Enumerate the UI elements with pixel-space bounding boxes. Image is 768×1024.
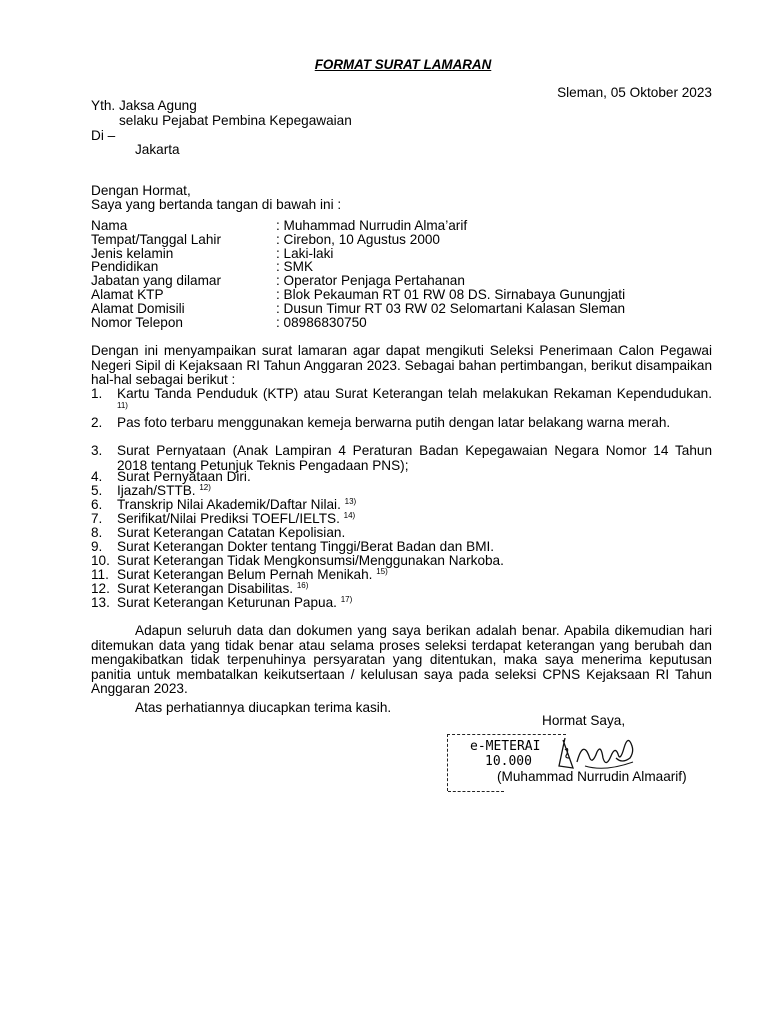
field-value: : Dusun Timur RT 03 RW 02 Selomartani Kalasan Sleman (276, 301, 626, 316)
paragraph-statement: Adapun seluruh data dan dokumen yang saya berikan adalah benar. Apabila dikemudian hari ditemukan data yang tidak benar atau selama proses seleksi terdapat keterangan yang berubah dan mengakibatkan tidak terpenuhinya persyaratan yang ditentukan, maka saya menerima keputusan panitia untuk membatalkan keikutsertaan / kelulusan saya pada seleksi CPNS Kejaksaan RI Tahun Anggaran 2023. (91, 623, 712, 696)
footnote-ref: 11) (117, 400, 128, 410)
field-label: Jabatan yang dilamar (91, 273, 221, 288)
recipient-line-1: Yth. Jaksa Agung (91, 98, 197, 113)
recipient-line-3: Di – (91, 128, 116, 143)
field-value: : 08986830750 (276, 315, 367, 330)
place-date: Sleman, 05 Oktober 2023 (557, 85, 712, 100)
field-label: Tempat/Tanggal Lahir (91, 232, 221, 247)
closing-line: Atas perhatiannya diucapkan terima kasih. (135, 700, 392, 715)
list-item: 11. Surat Keterangan Belum Pernah Menikah. $^{15)}$ (91, 567, 388, 582)
footnote-ref: 12) (199, 483, 211, 492)
field-value: : Cirebon, 10 Agustus 2000 (276, 232, 440, 247)
recipient-line-2: selaku Pejabat Pembina Kepegawaian (119, 113, 352, 128)
paragraph-intro: Dengan ini menyampaikan surat lamaran agar dapat mengikuti Seleksi Penerimaan Calon Pegawai Negeri Sipil di Kejaksaan RI Tahun Anggaran 2023. Sebagai bahan pertimbangan, berikut disampaikan hal-hal sebagai berikut : (91, 343, 712, 387)
list-item: 5. Ijazah/STTB. $^{12)}$ (91, 483, 211, 498)
field-label: Nomor Telepon (91, 315, 183, 330)
footnote-ref: 15) (376, 567, 388, 576)
footnote-ref: 14) (343, 511, 356, 520)
footnote-ref: 17) (340, 595, 353, 604)
list-item: 6. Transkrip Nilai Akademik/Daftar Nilai. $^{13)}$ (91, 497, 357, 512)
footnote-ref: 13) (344, 497, 357, 506)
list-item: 13. Surat Keterangan Keturunan Papua. $^{17)}$ (91, 595, 353, 610)
list-item: 7. Serifikat/Nilai Prediksi TOEFL/IELTS. $^{14)}$ (91, 511, 356, 526)
field-label: Pendidikan (91, 259, 159, 274)
list-item: 9. Surat Keterangan Dokter tentang Tinggi/Berat Badan dan BMI. (91, 539, 495, 554)
document-title: FORMAT SURAT LAMARAN (314, 57, 492, 72)
field-value: : Operator Penjaga Pertahanan (276, 273, 465, 288)
field-label: Alamat Domisili (91, 301, 185, 316)
intro-line: Saya yang bertanda tangan di bawah ini : (91, 197, 342, 212)
list-item: 1. Kartu Tanda Penduduk (KTP) atau Surat Keterangan telah melakukan Rekaman Kependudukan. $^{11)}$ (91, 386, 712, 410)
e-meterai-value: 10.000 (485, 754, 532, 769)
list-item: 2. Pas foto terbaru menggunakan kemeja berwarna putih dengan latar belakang warna merah. (91, 415, 671, 430)
regards-line: Hormat Saya, (542, 713, 626, 728)
list-item: 12. Surat Keterangan Disabilitas. $^{16)}$ (91, 581, 309, 596)
field-label: Nama (91, 218, 128, 233)
list-item: 4. Surat Pernyataan Diri. (91, 469, 251, 484)
e-meterai-label: e-METERAI (470, 739, 541, 754)
footnote-ref: 16) (296, 581, 309, 590)
list-item: 10. Surat Keterangan Tidak Mengkonsumsi/Menggunakan Narkoba. (91, 553, 504, 568)
signatory-name: (Muhammad Nurrudin Almaarif) (497, 769, 687, 784)
field-value: : Blok Pekauman RT 01 RW 08 DS. Sirnabaya Gunungjati (276, 287, 626, 302)
greeting: Dengan Hormat, (91, 183, 191, 198)
list-item: 3. Surat Pernyataan (Anak Lampiran 4 Peraturan Badan Kepegawaian Negara Nomor 14 Tahun 2018 tentang Petunjuk Teknis Pengadaan PNS); (91, 443, 712, 473)
recipient-line-4: Jakarta (135, 142, 180, 157)
field-label: Alamat KTP (91, 287, 164, 302)
field-value: : Muhammad Nurrudin Alma’arif (276, 218, 468, 233)
field-label: Jenis kelamin (91, 246, 174, 261)
list-item: 8. Surat Keterangan Catatan Kepolisian. (91, 525, 346, 540)
field-value: : SMK (276, 259, 314, 274)
field-value: : Laki-laki (276, 246, 334, 261)
